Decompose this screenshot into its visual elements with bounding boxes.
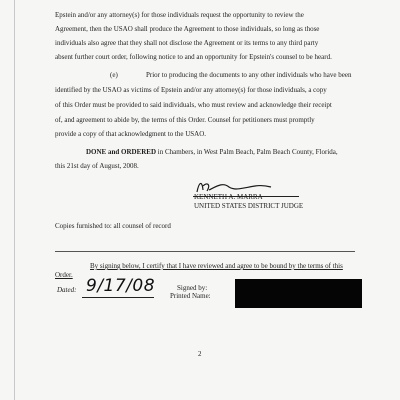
para2-line2: identified by the USAO as victims of Epstein and/or any attorney(s) for those individuals, a copy — [55, 86, 327, 94]
done-ordered-bold: DONE and ORDERED — [86, 148, 157, 156]
done-ordered-line — [86, 145, 338, 160]
para1-line2: Agreement, then the USAO shall produce the Agreement to those individuals, so long as those — [55, 25, 320, 33]
para1-line3: individuals also agree that they shall not disclose the Agreement or its terms to any third party — [55, 39, 319, 47]
dated-line — [82, 297, 154, 298]
dated-label: Dated: — [57, 286, 77, 294]
para2-line4: of, and agreement to abide by, the terms of this Order. Counsel for petitioners must promptly — [55, 116, 315, 124]
redaction-box — [235, 279, 362, 308]
para1-line1: Epstein and/or any attorney(s) for those individuals request the opportunity to review the — [55, 11, 304, 19]
copies-furnished: Copies furnished to: all counsel of record — [55, 222, 171, 230]
para1-line4: absent further court order, following notice to and an opportunity for Epstein's counsel to be heard. — [55, 53, 332, 61]
para2-line3: of this Order must be provided to said individuals, who must review and acknowledge their receipt — [55, 101, 332, 109]
judge-name: KENNETH A. MARRA — [194, 193, 263, 201]
scan-edge-line — [14, 0, 15, 400]
para2-line5: provide a copy of that acknowledgment to the USAO. — [55, 130, 207, 138]
page-number: 2 — [198, 350, 202, 358]
ack-line1: By signing below, I certify that I have reviewed and agree to be bound by the terms of this — [90, 262, 343, 270]
signed-by-label: Signed by: — [177, 284, 208, 292]
date-of-order: this 21st day of August, 2008. — [55, 162, 139, 170]
printed-name-label: Printed Name: — [170, 292, 211, 300]
para2-line1: Prior to producing the documents to any other individuals who have been — [146, 71, 352, 79]
judge-title: UNITED STATES DISTRICT JUDGE — [194, 202, 304, 210]
done-ordered-rest: in Chambers, in West Palm Beach, Palm Beach County, Florida, — [156, 148, 338, 156]
ack-separator — [55, 251, 355, 252]
ack-line2: Order. — [55, 271, 73, 279]
dated-value: 9/17/08 — [86, 276, 156, 296]
para2-marker: (e) — [110, 71, 118, 79]
